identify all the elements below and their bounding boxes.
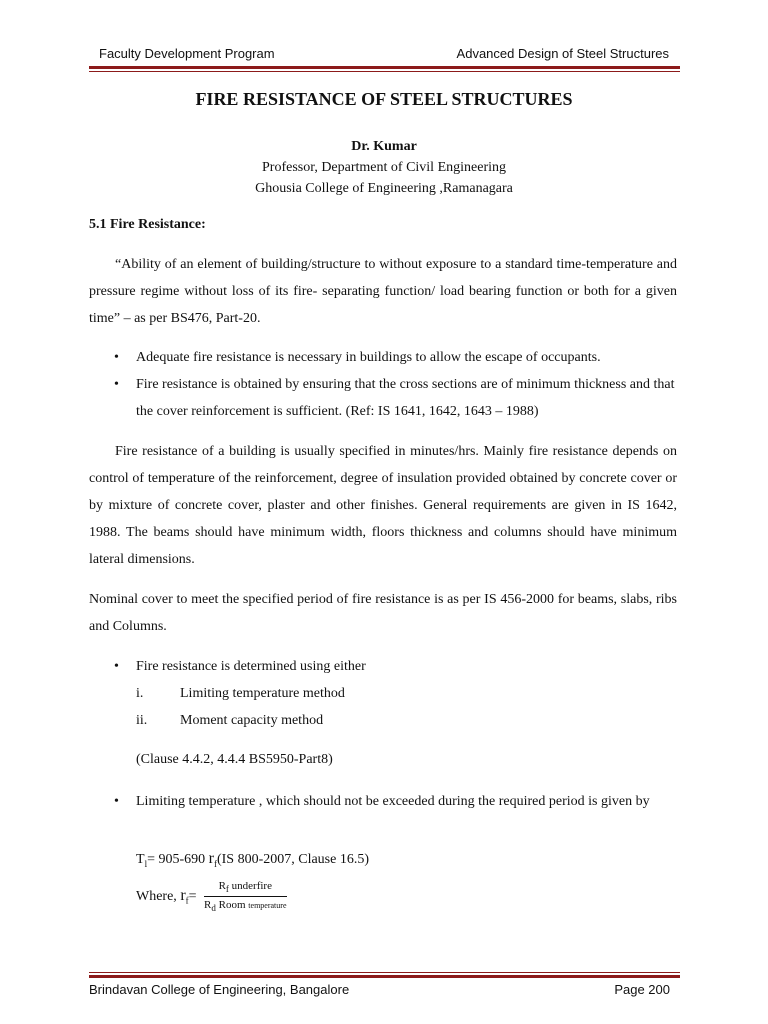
numerator-symbol: R (218, 880, 226, 892)
where-definition (136, 880, 287, 913)
method-number: ii. (136, 713, 148, 728)
header-rule (89, 66, 680, 72)
method-text: Limiting temperature method (180, 686, 345, 701)
list-item (89, 653, 677, 680)
numerator-sub: f (225, 884, 229, 895)
denominator-small-text: temperature (248, 901, 287, 911)
list-item (89, 371, 677, 425)
formula-symbol-sub: f (213, 858, 217, 869)
fraction-denominator (204, 897, 286, 913)
section-heading: 5.1 Fire Resistance: (89, 217, 206, 232)
formula-symbol: r (208, 850, 214, 867)
method-number: i. (136, 686, 144, 701)
where-equals: = (188, 888, 197, 904)
method-item (136, 680, 345, 707)
method-item (136, 707, 323, 734)
denominator-sub: d (211, 903, 216, 914)
header-left-text: Faculty Development Program (99, 46, 275, 61)
footer-rule-thin (89, 972, 680, 973)
list-item (89, 788, 677, 815)
formula-lhs: T (136, 852, 145, 867)
page-number: Page 200 (614, 982, 670, 997)
list-item-text: Limiting temperature , which should not be exceeded during the required period is given by (136, 794, 650, 809)
page-footer (89, 982, 680, 1000)
denominator-symbol: R (204, 899, 212, 912)
clause-reference: (Clause 4.4.2, 4.4.4 BS5950-Part8) (136, 752, 333, 767)
author-name: Dr. Kumar (351, 139, 417, 154)
formula-lhs-sub: l (144, 858, 148, 869)
body-paragraph-1: Fire resistance of a building is usually specified in minutes/hrs. Mainly fire resistance depends on control of temperature of the reinforcement, degree of insulation provided obtained by concrete cover or by mixture of concrete cover, plaster and other finishes. General requirements are given in IS 1642, 1988. The beams should have minimum width, floors thickness and columns should have minimum lateral dimensions. (89, 444, 677, 567)
formula-mid: = 905-690 (147, 852, 206, 867)
bullet-icon: • (114, 794, 119, 809)
body-paragraph-2: Nominal cover to meet the specified period of fire resistance is as per IS 456-2000 for beams, slabs, ribs and Columns. (89, 592, 677, 634)
list-item-text: Fire resistance is determined using either (136, 659, 366, 674)
where-symbol: r (180, 886, 186, 904)
footer-left-text: Brindavan College of Engineering, Bangalore (89, 982, 350, 997)
list-item-text: Fire resistance is obtained by ensuring that the cross sections are of minimum thickness and that the cover reinforcement is sufficient. (Ref: IS 1641, 1642, 1643 – 1988) (136, 377, 675, 419)
footer-rule-thick (89, 975, 680, 978)
definition-paragraph: “Ability of an element of building/structure to without exposure to a standard time-temperature and pressure regime without loss of its fire- separating function/ load bearing function or both for a given time” – as per BS476, Part-20. (89, 257, 677, 326)
header-rule-thin (89, 71, 680, 72)
header-rule-thick (89, 66, 680, 69)
author-block (0, 136, 768, 199)
denominator-text: Room (218, 899, 246, 912)
fraction-numerator (204, 880, 286, 897)
ratio-fraction (204, 880, 286, 913)
bullet-icon: • (114, 659, 119, 674)
bullet-list-1 (89, 344, 677, 425)
author-institution: Ghousia College of Engineering ,Ramanagara (255, 181, 513, 196)
list-item (89, 344, 677, 371)
method-text: Moment capacity method (180, 713, 324, 728)
where-symbol-sub: f (185, 895, 189, 906)
bullet-icon: • (114, 350, 119, 365)
footer-rule (89, 972, 680, 978)
list-item-text: Adequate fire resistance is necessary in buildings to allow the escape of occupants. (136, 350, 601, 365)
header-right-text: Advanced Design of Steel Structures (456, 46, 669, 61)
limiting-temperature-formula (136, 850, 369, 869)
numerator-text: underfire (231, 880, 272, 892)
bullet-icon: • (114, 377, 119, 392)
bullet-list-3 (89, 788, 677, 815)
document-title: FIRE RESISTANCE OF STEEL STRUCTURES (195, 89, 573, 109)
page-header (89, 46, 669, 64)
formula-reference: (IS 800-2007, Clause 16.5) (216, 852, 370, 867)
author-position: Professor, Department of Civil Engineering (262, 160, 506, 175)
where-label: Where, (136, 888, 177, 904)
bullet-list-2 (89, 653, 677, 680)
